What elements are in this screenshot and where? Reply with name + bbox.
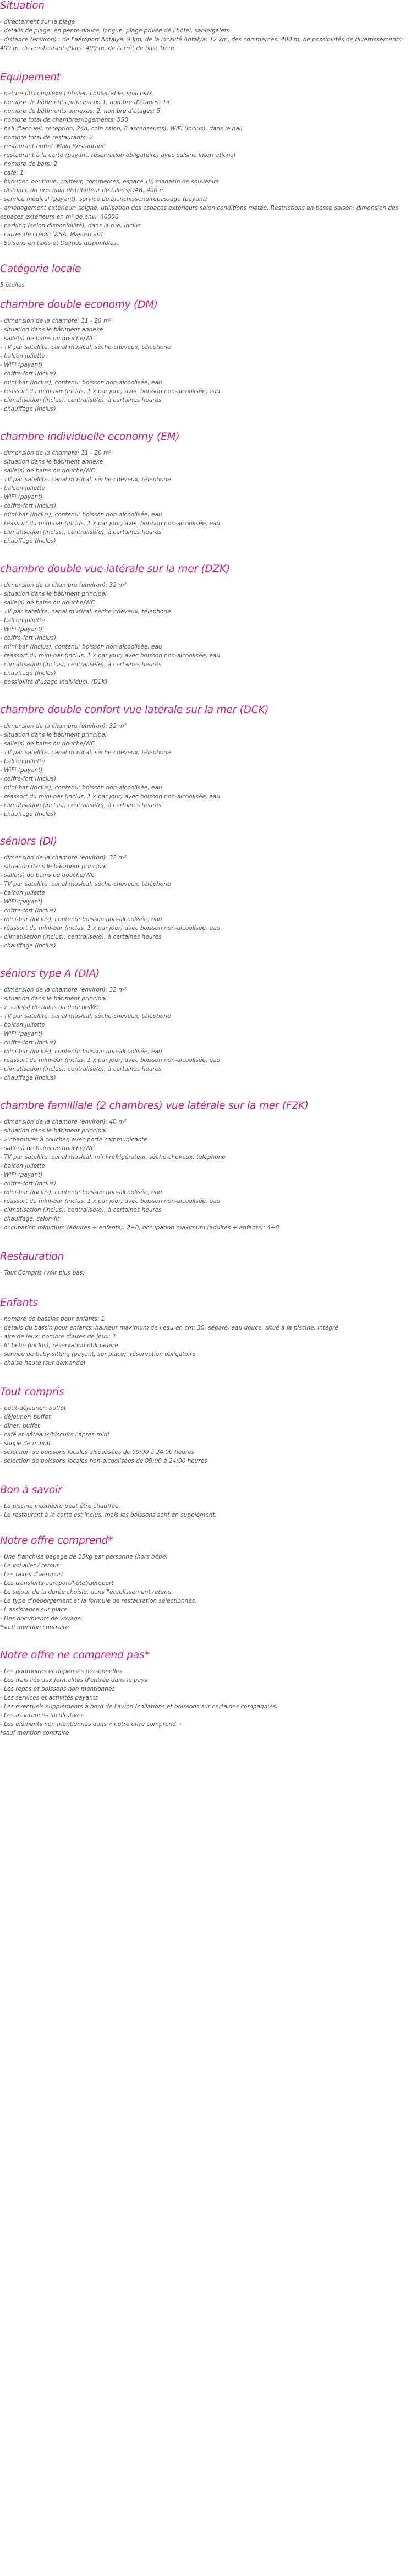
line: - coffre-fort (inclus) [0,1039,56,1046]
line: - balcon juliette [0,758,45,765]
line: - sélection de boissons locales alcoolisées de 09:00 à 24:00 heures [0,1449,195,1456]
line: - 2 salle(s) de bains ou douche/WC [0,1004,101,1011]
line: - situation dans le bâtiment principal [0,1128,107,1134]
section-heading-restauration: Restauration [0,1251,64,1262]
line: - dimension de la chambre: 11 - 20 m² [0,318,112,324]
section-heading-room-f2k: chambre familliale (2 chambres) vue latérale sur la mer (F2K) [0,1100,309,1112]
line: - café et gâteaux/biscuits l'après-midi [0,1431,109,1438]
section-lines [0,1553,415,1632]
line: - chauffage (inclus) [0,1075,56,1081]
line: - nombre total de chambres/logements: 550 [0,117,128,123]
section-room-di [0,836,415,950]
section-restauration [0,1251,415,1277]
section-lines [0,449,415,546]
section-heading-room-em: chambre individuelle economy (EM) [0,431,180,443]
line: - dimension de la chambre (environ): 32 m² [0,854,127,861]
section-heading-room-dzk: chambre double vue latérale sur la mer (DZK) [0,563,230,575]
line: - parking (selon disponibilité), dans la rue, inclus [0,222,141,229]
line: - coffre-fort (inclus) [0,371,56,377]
line: - coffre-fort (inclus) [0,776,56,782]
line: - WiFi (payant) [0,767,43,774]
line: - chauffage, salon-lit [0,1216,60,1222]
line: - climatisation (inclus), centralisé(e), à certaines heures [0,529,162,536]
section-heading-equipement: Equipement [0,72,61,83]
line: - service de baby-sitting (payant, sur place), réservation obligatoire [0,1351,196,1358]
line: - lit bébé (inclus), réservation obligatoire [0,1342,118,1349]
line: - WiFi (payant) [0,494,43,500]
section-situation [0,0,415,53]
line: - Les frais liés aux formalités d'entrée dans le pays [0,1677,147,1684]
line: - réassort du mini-bar (inclus, 1 x par jour) avec boisson non-alcoolisée, eau [0,925,221,932]
line: - chaise haute (sur demande) [0,1360,86,1366]
section-room-dck [0,704,415,819]
line: - TV par satellite, canal musical, sèche-cheveux, téléphone [0,881,171,887]
section-room-f2k [0,1100,415,1232]
line: - Tout Compris (voir plus bas) [0,1270,85,1276]
line: - coffre-fort (inclus) [0,503,56,509]
line: - réassort du mini-bar (inclus, 1 x par jour) avec boisson non-alcoolisée, eau [0,1057,221,1064]
line: - dimension de la chambre (environ): 32 m² [0,582,127,589]
section-categorie-locale [0,263,415,290]
line: - WiFi (payant) [0,898,43,905]
line: - nombre de bâtiments principaux: 1, nombre d'étages: 13 [0,99,171,106]
line: - situation dans le bâtiment principal [0,591,107,597]
line: - TV par satellite, canal musical, mini-réfrigérateur, sèche-cheveux, téléphone [0,1154,226,1161]
line: - restaurant à la carte (payant, réservation obligatoire) avec cuisine international [0,152,235,159]
section-heading-room-dia: séniors type A (DIA) [0,968,100,979]
line: - Le restaurant à la carte est inclus, mais les boissons sont en supplément. [0,1512,217,1518]
section-lines [0,1502,415,1520]
section-lines [0,581,415,687]
section-room-dzk [0,563,415,687]
line: - Les services et activités payants [0,1695,98,1701]
line: - TV par satellite, canal musical, sèche-cheveux, téléphone [0,476,171,483]
section-heading-situation: Situation [0,0,45,12]
section-heading-enfants: Enfants [0,1297,38,1309]
line: - salle(s) de bains ou douche/WC [0,335,95,342]
section-offre-comprend [0,1535,415,1632]
section-heading-room-dck: chambre double confort vue latérale sur la mer (DCK) [0,704,269,716]
line: - climatisation (inclus), centralisé(e), à certaines heures [0,934,162,940]
line: - chauffage (inclus) [0,943,56,949]
line: - Les assurances facultatives [0,1712,84,1719]
line: - soupe de minuit [0,1440,51,1447]
line: - salle(s) de bains ou douche/WC [0,1145,95,1152]
section-heading-categorie: Catégorie locale [0,263,81,275]
line: - situation dans le bâtiment annexe [0,459,103,465]
line: - chauffage (inclus) [0,670,56,677]
line: - situation dans le bâtiment principal [0,732,107,738]
line: - Les éléments non mentionnés dans « notre offre comprend » [0,1721,182,1728]
line: - salle(s) de bains ou douche/WC [0,600,95,606]
line: - petit-déjeuner: buffet [0,1405,67,1412]
section-lines [0,317,415,413]
section-enfants [0,1297,415,1368]
line: - TV par satellite, canal musical, sèche-cheveux, téléphone [0,608,171,615]
line: - climatisation (inclus), centralisé(e), à certaines heures [0,397,162,404]
line: - distance du prochain distributeur de billets/DAB: 400 m [0,187,165,194]
line: - directement sur la plage [0,19,75,25]
footnote: *sauf mention contraire [0,1624,69,1631]
line: - aménagement extérieur: soigné, utilisation des espaces extérieurs selon conditions météo. Restrictions en basse saison; dimension des espaces extérieurs en m² de env.: 40000 [0,205,399,220]
line: - restaurant buffet 'Main Restaurant' [0,143,106,150]
line: - Les taxes d'aéroport [0,1571,63,1578]
section-heading-bon-a-savoir: Bon à savoir [0,1484,62,1496]
section-lines [0,985,415,1082]
line: - occupation minimum (adultes + enfants): 2+0, occupation maximum (adultes + enfants): 4+0 [0,1224,279,1231]
line: - nature du complexe hôtelier: confortable, spacieux [0,90,152,97]
line: - nombre de bassins pour enfants: 1 [0,1316,105,1322]
line: - réassort du mini-bar (inclus, 1 x par jour) avec boisson non-alcoolisée, eau [0,1198,221,1205]
line: - balcon juliette [0,353,45,360]
section-lines [0,89,415,248]
line: - Des documents de voyage. [0,1615,83,1622]
line: - Les transferts aéroport/hôtel/aéroport [0,1580,114,1587]
section-lines [0,1667,415,1738]
line: 5 étoiles [0,282,25,288]
line: - balcon juliette [0,1022,45,1028]
line: - réassort du mini-bar (inclus, 1 x par jour) avec boisson non-alcoolisée, eau [0,520,221,527]
line: - aire de jeux: nombre d'aires de jeux: 1 [0,1333,117,1340]
line: - WiFi (payant) [0,362,43,368]
line: - hall d'accueil, réception, 24h, coin salon, 8 ascenseur(s), WiFi (inclus), dans le hall [0,126,243,132]
section-offre-ne-comprend-pas [0,1649,415,1738]
line: - mini-bar (inclus), contenu: boisson non-alcoolisée, eau [0,785,162,791]
line: - nombre total de restaurants: 2 [0,134,94,141]
line: - dimension de la chambre (environ): 32 m² [0,723,127,729]
section-room-dm [0,299,415,413]
line: - salle(s) de bains ou douche/WC [0,467,95,474]
line: - details de plage: en pente douce, longue, plage privée de l'hôtel, sable/galets [0,28,230,34]
line: - nombre de bâtiments annexes: 2, nombre d'étages: 5 [0,108,161,115]
line: - nombre de bars: 2 [0,161,58,167]
line: - climatisation (inclus), centralisé(e), à certaines heures [0,1207,162,1213]
line: - mini-bar (inclus), contenu: boisson non-alcoolisée, eau [0,379,162,386]
line: - situation dans le bâtiment principal [0,995,107,1002]
line: - Les repas et boissons non mentionnés [0,1686,115,1692]
line: - sélection de boissons locales non-alcoolisées de 09:00 à 24:00 heures [0,1458,207,1464]
line: - L'assistance sur place. [0,1606,69,1613]
line: - situation dans le bâtiment principal [0,863,107,870]
line: - mini-bar (inclus), contenu: boisson non-alcoolisée, eau [0,1189,162,1196]
line: - café: 1 [0,170,24,176]
line: - WiFi (payant) [0,1031,43,1037]
line: - Le séjour de la durée choisie, dans l'établissement retenu. [0,1589,173,1595]
section-lines [0,1118,415,1232]
line: - mini-bar (inclus), contenu: boisson non-alcoolisée, eau [0,644,162,650]
section-heading-room-dm: chambre double economy (DM) [0,299,158,311]
section-room-dia [0,968,415,1082]
section-heading-offre-comprend: Notre offre comprend* [0,1535,113,1546]
line: - chauffage (inclus) [0,406,56,412]
line: - climatisation (inclus), centralisé(e), à certaines heures [0,802,162,809]
section-lines [0,1315,415,1368]
line: - climatisation (inclus), centralisé(e), à certaines heures [0,1066,162,1072]
line: - balcon juliette [0,890,45,896]
line: - TV par satellite, canal musical, sèche-cheveux, téléphone [0,749,171,756]
section-lines [0,281,415,290]
line: - réassort du mini-bar (inclus, 1 x par jour) avec boisson non-alcoolisée, eau [0,793,221,800]
line: - WiFi (payant) [0,626,43,633]
line: - coffre-fort (inclus) [0,907,56,914]
section-bon-a-savoir [0,1484,415,1520]
line: - salle(s) de bains ou douche/WC [0,740,95,747]
line: - balcon juliette [0,617,45,624]
section-lines [0,853,415,950]
line: - cartes de crédit: VISA, Mastercard [0,231,103,238]
section-lines [0,1268,415,1277]
line: - climatisation (inclus), centralisé(e), à certaines heures [0,661,162,668]
line: - dimension de la chambre (environ): 32 m² [0,987,127,993]
line: - salle(s) de bains ou douche/WC [0,872,95,879]
line: - déjeuner: buffet [0,1414,51,1420]
line: - Une franchise bagage de 15kg par personne (hors bébé) [0,1554,168,1560]
line: - coffre-fort (inclus) [0,635,56,641]
line: - 2 chambres à coucher, avec porte communicante [0,1136,147,1143]
section-lines [0,722,415,819]
section-room-em [0,431,415,546]
line: - TV par satellite, canal musical, sèche-cheveux, téléphone [0,344,171,351]
line: - balcon juliette [0,485,45,492]
section-heading-tout-compris: Tout compris [0,1386,64,1398]
line: - balcon juliette [0,1163,45,1169]
line: - mini-bar (inclus), contenu: boisson non-alcoolisée, eau [0,511,162,518]
line: - chauffage (inclus) [0,538,56,544]
line: - Saisons en taxis et Dolmus disponibles. [0,240,119,247]
line: - WiFi (payant) [0,1172,43,1178]
line: - Le vol aller / retour [0,1562,59,1569]
line: - coffre-fort (inclus) [0,1180,56,1187]
line: - mini-bar (inclus), contenu: boisson non-alcoolisée, eau [0,1048,162,1055]
footnote: *sauf mention contraire [0,1730,69,1736]
line: - dimension de la chambre: 11 - 20 m² [0,450,112,456]
line: - dimension de la chambre (environ): 40 m² [0,1119,127,1125]
line: - situation dans le bâtiment annexe [0,326,103,333]
section-lines [0,1404,415,1466]
line: - dîner: buffet [0,1423,40,1429]
line: - Les pourboires et dépenses personnelles [0,1668,123,1675]
section-lines [0,18,415,53]
line: - réassort du mini-bar (inclus, 1 x par jour) avec boisson non-alcoolisée, eau [0,388,221,395]
section-heading-offre-ne-comprend-pas: Notre offre ne comprend pas* [0,1649,150,1661]
section-heading-room-di: séniors (DI) [0,836,58,847]
line: - distance (environ) : de l'aéroport Antalya: 9 km, de la localité Antalya: 12 km, des commerces: 400 m, de possibilités de divertissements: 400 m, des restaurants/bars: 400 m, de l'arrêt de bus: 10 m [0,36,403,52]
line: - La piscine intérieure peut être chauffée. [0,1503,120,1510]
line: - TV par satellite, canal musical, sèche-cheveux, téléphone [0,1013,171,1020]
line: - Les éventuels suppléments à bord de l'avion (collations et boissons sur certaines compagnies) [0,1703,278,1710]
line: - détails du bassin pour enfants: hauteur maximum de l'eau en cm: 30, séparé, eau douce, situé à la piscine, intégré [0,1325,338,1331]
line: - mini-bar (inclus), contenu: boisson non-alcoolisée, eau [0,916,162,923]
line: - bijoutier, boutique, coiffeur, commerces, espace TV, magasin de souvenirs [0,178,219,185]
section-equipement [0,72,415,248]
section-tout-compris [0,1386,415,1466]
line: - réassort du mini-bar (inclus, 1 x par jour) avec boisson non-alcoolisée, eau [0,652,221,659]
line: - chauffage (inclus) [0,811,56,818]
line: - Le type d'hébergement et la formule de restauration sélectionnés. [0,1598,197,1604]
line: - possibilité d'usage individuel. (D1K) [0,679,108,685]
line: - service médical (payant), service de blanchisserie/repassage (payant) [0,196,207,203]
